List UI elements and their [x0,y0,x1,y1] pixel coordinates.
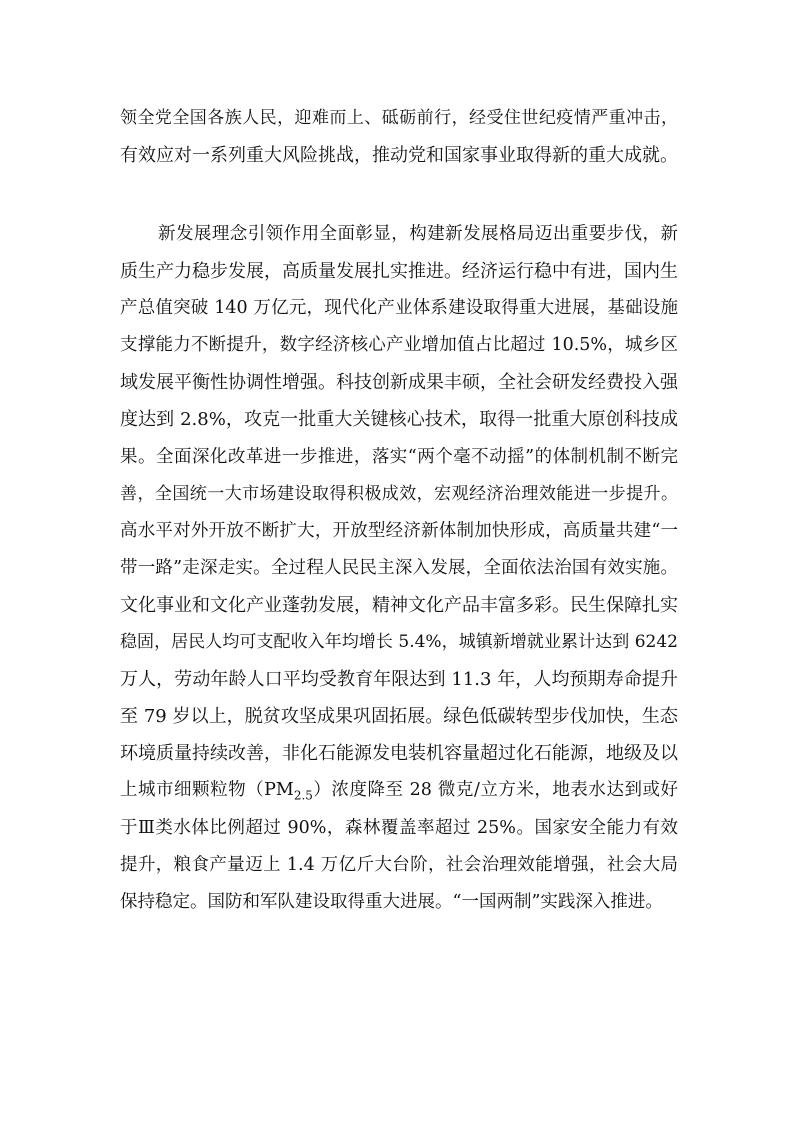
text-line: 带一路”走深走实。全过程人民民主深入发展，全面依法治国有效实施。 [120,557,678,578]
text-line: 环境质量持续改善，非化石能源发电装机容量超过化石能源，地级及以 [120,743,678,765]
text-line: 领全党全国各族人民，迎难而上、砥砺前行，经受住世纪疫情严重冲击， [120,108,678,128]
text-line: 提升，粮食产量迈上 1.4 万亿斤大台阶，社会治理效能增强，社会大局 [120,854,678,875]
text-line: 新发展理念引领作用全面彰显，构建新发展格局迈出重要步伐，新 [158,224,678,244]
text-line: 文化事业和文化产业蓬勃发展，精神文化产品丰富多彩。民生保障扎实 [120,594,678,616]
text-line: 果。全面深化改革进一步推进，落实“两个毫不动摇”的体制机制不断完 [120,446,678,467]
text-line: 域发展平衡性协调性增强。科技创新成果丰硕，全社会研发经费投入强 [120,372,678,394]
text-line: 至 79 岁以上，脱贫攻坚成果巩固拓展。绿色低碳转型步伐加快，生态 [120,706,678,728]
text-line: 高水平对外开放不断扩大，开放型经济新体制加快形成，高质量共建“一 [120,520,678,541]
text-line: 稳固，居民人均可支配收入年均增长 5.4%，城镇新增就业累计达到 6242 [120,632,678,653]
text-line: 上城市细颗粒物$(PM_{2.5})$浓度降至 28 微克/立方米，地表水达到或好 [120,780,678,803]
paragraph-2 [120,216,678,921]
text-line: 善，全国统一大市场建设取得积极成效，宏观经济治理效能进一步提升。 [120,483,678,504]
text-line: 支撑能力不断提升，数字经济核心产业增加值占比超过 10.5%，城乡区 [120,335,678,356]
text-line: 产总值突破 140 万亿元，现代化产业体系建设取得重大进展，基础设施 [120,298,678,319]
text-line: 万人，劳动年龄人口平均受教育年限达到 11.3 年，人均预期寿命提升 [120,669,678,691]
text-line: 有效应对一系列重大风险挑战，推动党和国家事业取得新的重大成就。 [120,145,678,167]
text-line: 于Ⅲ类水体比例超过 90%，森林覆盖率超过 25%。国家安全能力有效 [120,817,678,838]
text-line: 质生产力稳步发展，高质量发展扎实推进。经济运行稳中有进，国内生 [120,261,678,283]
text-line: 保持稳定。国防和军队建设取得重大进展。“一国两制”实践深入推进。 [120,891,663,912]
text-line: 度达到 2.8%，攻克一批重大关键核心技术，取得一批重大原创科技成 [120,409,678,431]
paragraph-1 [120,100,678,174]
